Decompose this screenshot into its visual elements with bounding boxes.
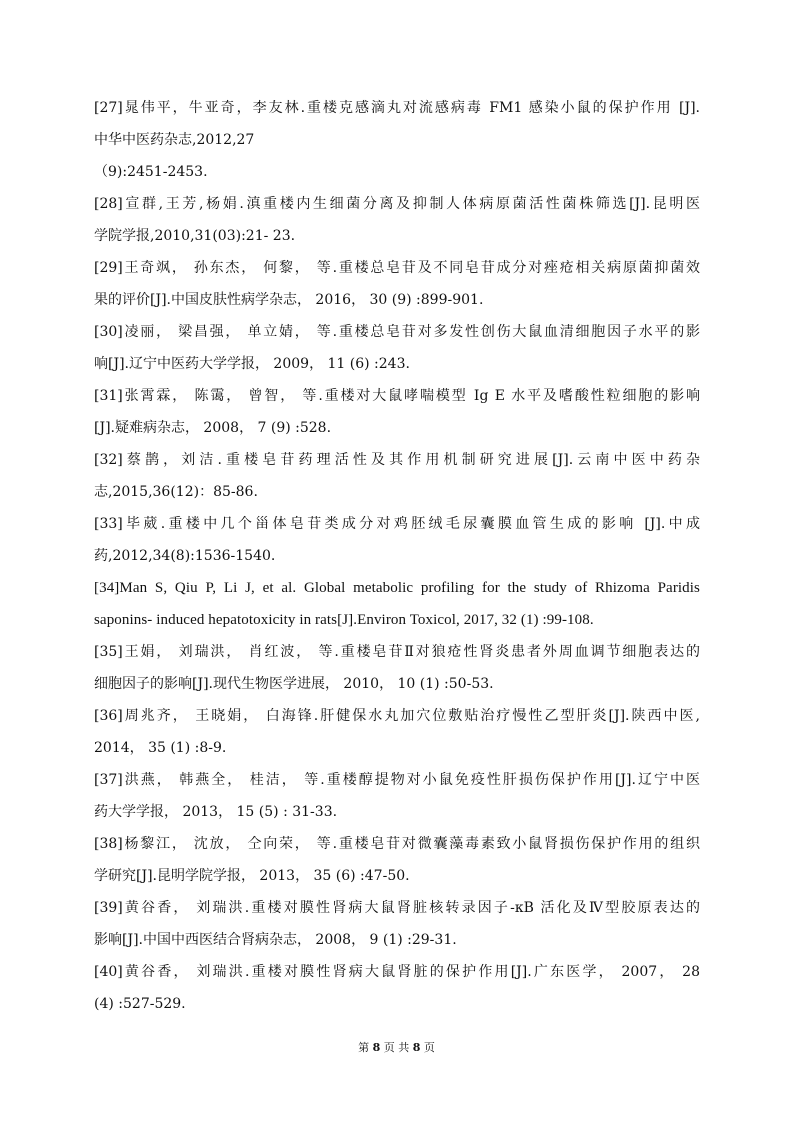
reference-item xyxy=(94,828,700,892)
reference-line: 药大学学报， 2013， 15 (5) : 31-33. xyxy=(94,804,338,820)
reference-line: [33]毕葳.重楼中几个甾体皂苷类成分对鸡胚绒毛尿囊膜血管生成的影响 [J].中成 xyxy=(94,516,700,532)
reference-line: [29]王奇飒， 孙东杰， 何黎， 等.重楼总皂苷及不同皂苷成分对痤疮相关病原菌抑菌效 xyxy=(94,260,700,276)
reference-line: 2014， 35 (1) :8-9. xyxy=(94,740,227,756)
reference-item xyxy=(94,508,700,572)
reference-line: 学院学报,2010,31(03):21- 23. xyxy=(94,228,296,244)
reference-line: 果的评价[J].中国皮肤性病学杂志， 2016， 30 (9) :899-901. xyxy=(94,292,484,308)
reference-line: 中华中医药杂志,2012,27 xyxy=(94,132,255,148)
footer-prefix: 第 xyxy=(358,1041,370,1054)
reference-item xyxy=(94,444,700,508)
reference-item xyxy=(94,700,700,764)
reference-line: [J].疑难病杂志， 2008， 7 (9) :528. xyxy=(94,420,332,436)
footer-middle: 页 共 xyxy=(383,1041,410,1054)
reference-line: 学研究[J].昆明学院学报， 2013， 35 (6) :47-50. xyxy=(94,868,410,884)
reference-line: [34]Man S, Qiu P, Li J, et al. Global metabolic profiling for the study of Rhizoma Paridis xyxy=(94,580,700,596)
reference-item xyxy=(94,316,700,380)
reference-line: （9):2451-2453. xyxy=(94,164,208,180)
reference-line: [27]晁伟平，牛亚奇，李友林.重楼克感滴丸对流感病毒 FM1 感染小鼠的保护作用 [J]. xyxy=(94,100,700,116)
reference-item xyxy=(94,252,700,316)
reference-line: [32]蔡鹊，刘洁.重楼皂苷药理活性及其作用机制研究进展[J].云南中医中药杂 xyxy=(94,452,700,468)
reference-item xyxy=(94,92,700,188)
reference-line: [37]洪燕， 韩燕全， 桂洁， 等.重楼醇提物对小鼠免疫性肝损伤保护作用[J].辽宁中医 xyxy=(94,772,700,788)
reference-line: [30]凌丽， 梁昌强， 单立婧， 等.重楼总皂苷对多发性创伤大鼠血清细胞因子水平的影 xyxy=(94,324,700,340)
reference-item xyxy=(94,892,700,956)
reference-item xyxy=(94,188,700,252)
reference-item xyxy=(94,956,700,1020)
reference-line: saponins- induced hepatotoxicity in rats[J].Environ Toxicol, 2017, 32 (1) :99-108. xyxy=(94,612,594,628)
reference-line: [35]王娟， 刘瑞洪， 肖红波， 等.重楼皂苷Ⅱ对狼疮性肾炎患者外周血调节细胞表达的 xyxy=(94,644,700,660)
reference-line: [38]杨黎江， 沈放， 仝向荣， 等.重楼皂苷对微囊藻毒素致小鼠肾损伤保护作用的组织 xyxy=(94,836,700,852)
footer-current-page: 8 xyxy=(372,1041,381,1054)
reference-item xyxy=(94,572,700,636)
reference-line: 响[J].辽宁中医药大学学报， 2009， 11 (6) :243. xyxy=(94,356,410,372)
reference-line: [31]张霄霖， 陈霭， 曾智， 等.重楼对大鼠哮喘模型 Ig E 水平及嗜酸性粒细胞的影响 xyxy=(94,388,700,404)
reference-line: 药,2012,34(8):1536-1540. xyxy=(94,548,276,564)
page-footer xyxy=(0,1040,793,1056)
footer-suffix: 页 xyxy=(423,1041,435,1054)
reference-line: [36]周兆齐， 王晓娟， 白海锋.肝健保水丸加穴位敷贴治疗慢性乙型肝炎[J].陕西中医, xyxy=(94,708,700,724)
footer-total-pages: 8 xyxy=(412,1041,421,1054)
reference-item xyxy=(94,636,700,700)
reference-line: 影响[J].中国中西医结合肾病杂志， 2008， 9 (1) :29-31. xyxy=(94,932,457,948)
reference-item xyxy=(94,764,700,828)
reference-line: 志,2015,36(12)：85-86. xyxy=(94,484,258,500)
reference-line: 细胞因子的影响[J].现代生物医学进展， 2010， 10 (1) :50-53. xyxy=(94,676,494,692)
reference-item xyxy=(94,380,700,444)
reference-list xyxy=(94,92,700,1020)
reference-line: (4) :527-529. xyxy=(94,996,186,1012)
reference-line: [28]宣群,王芳,杨娟.滇重楼内生细菌分离及抑制人体病原菌活性菌株筛选[J].昆明医 xyxy=(94,196,700,212)
reference-line: [40]黄谷香， 刘瑞洪.重楼对膜性肾病大鼠肾脏的保护作用[J].广东医学， 2007， 28 xyxy=(94,964,700,980)
reference-line: [39]黄谷香， 刘瑞洪.重楼对膜性肾病大鼠肾脏核转录因子-κB 活化及Ⅳ型胶原表达的 xyxy=(94,900,700,916)
